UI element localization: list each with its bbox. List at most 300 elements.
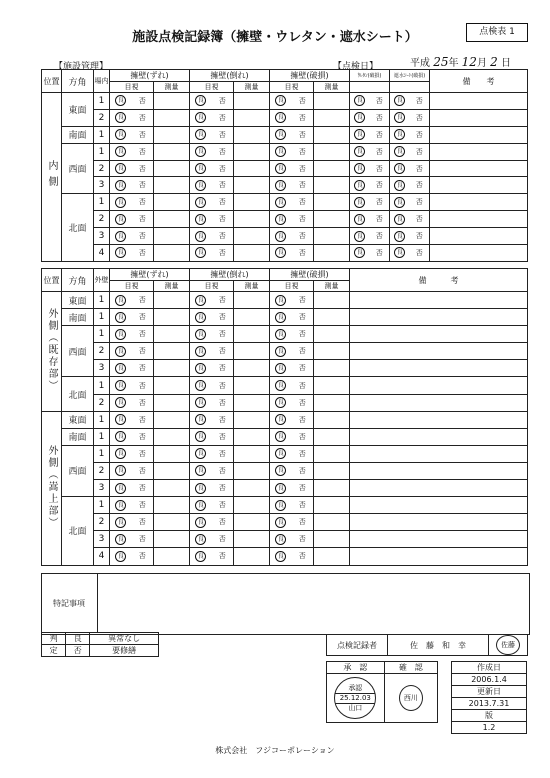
wall1-good-mark[interactable] xyxy=(110,462,132,479)
urethane-good-mark[interactable] xyxy=(350,143,370,160)
wall2-good-mark[interactable] xyxy=(190,93,212,110)
wall2-good-mark[interactable] xyxy=(190,126,212,143)
urethane-good-mark[interactable] xyxy=(350,93,370,110)
urethane-bad-mark[interactable] xyxy=(370,228,390,245)
wall2-good-mark[interactable] xyxy=(190,177,212,194)
measure-cell[interactable] xyxy=(154,143,190,160)
measure-cell[interactable] xyxy=(234,309,270,326)
wall3-good-mark[interactable] xyxy=(270,360,292,377)
wall2-bad-mark[interactable] xyxy=(212,143,234,160)
wall3-bad-mark[interactable] xyxy=(292,109,314,126)
wall3-good-mark[interactable] xyxy=(270,211,292,228)
wall3-good-mark[interactable] xyxy=(270,394,292,411)
wall2-good-mark[interactable] xyxy=(190,445,212,462)
wall3-bad-mark[interactable] xyxy=(292,228,314,245)
sheet-bad-mark[interactable] xyxy=(410,194,430,211)
sheet-bad-mark[interactable] xyxy=(410,109,430,126)
wall1-bad-mark[interactable] xyxy=(132,160,154,177)
remarks-cell[interactable] xyxy=(350,292,528,309)
wall3-good-mark[interactable] xyxy=(270,245,292,262)
wall1-good-mark[interactable] xyxy=(110,194,132,211)
measure-cell[interactable] xyxy=(154,497,190,514)
measure-cell[interactable] xyxy=(234,428,270,445)
measure-cell[interactable] xyxy=(314,126,350,143)
measure-cell[interactable] xyxy=(154,228,190,245)
wall2-bad-mark[interactable] xyxy=(212,445,234,462)
urethane-good-mark[interactable] xyxy=(350,211,370,228)
measure-cell[interactable] xyxy=(314,177,350,194)
wall1-bad-mark[interactable] xyxy=(132,126,154,143)
remarks-cell[interactable] xyxy=(350,428,528,445)
measure-cell[interactable] xyxy=(234,377,270,394)
remarks-cell[interactable] xyxy=(350,531,528,548)
measure-cell[interactable] xyxy=(314,160,350,177)
measure-cell[interactable] xyxy=(154,343,190,360)
wall3-bad-mark[interactable] xyxy=(292,245,314,262)
wall1-bad-mark[interactable] xyxy=(132,228,154,245)
wall1-bad-mark[interactable] xyxy=(132,377,154,394)
measure-cell[interactable] xyxy=(314,143,350,160)
wall3-bad-mark[interactable] xyxy=(292,445,314,462)
wall2-good-mark[interactable] xyxy=(190,326,212,343)
wall1-bad-mark[interactable] xyxy=(132,394,154,411)
wall2-good-mark[interactable] xyxy=(190,497,212,514)
wall3-bad-mark[interactable] xyxy=(292,309,314,326)
wall1-bad-mark[interactable] xyxy=(132,143,154,160)
urethane-good-mark[interactable] xyxy=(350,228,370,245)
sheet-bad-mark[interactable] xyxy=(410,126,430,143)
wall2-bad-mark[interactable] xyxy=(212,93,234,110)
measure-cell[interactable] xyxy=(234,343,270,360)
measure-cell[interactable] xyxy=(154,428,190,445)
measure-cell[interactable] xyxy=(234,93,270,110)
measure-cell[interactable] xyxy=(154,445,190,462)
wall1-good-mark[interactable] xyxy=(110,292,132,309)
wall1-good-mark[interactable] xyxy=(110,531,132,548)
remarks-cell[interactable] xyxy=(350,480,528,497)
measure-cell[interactable] xyxy=(314,292,350,309)
wall1-good-mark[interactable] xyxy=(110,548,132,565)
wall2-good-mark[interactable] xyxy=(190,343,212,360)
measure-cell[interactable] xyxy=(154,548,190,565)
wall1-bad-mark[interactable] xyxy=(132,514,154,531)
measure-cell[interactable] xyxy=(314,360,350,377)
wall1-bad-mark[interactable] xyxy=(132,480,154,497)
wall3-bad-mark[interactable] xyxy=(292,160,314,177)
wall3-good-mark[interactable] xyxy=(270,377,292,394)
measure-cell[interactable] xyxy=(154,411,190,428)
special-notes-box[interactable] xyxy=(41,573,530,635)
remarks-cell[interactable] xyxy=(430,245,528,262)
urethane-good-mark[interactable] xyxy=(350,160,370,177)
wall2-good-mark[interactable] xyxy=(190,377,212,394)
urethane-bad-mark[interactable] xyxy=(370,126,390,143)
remarks-cell[interactable] xyxy=(430,143,528,160)
wall2-bad-mark[interactable] xyxy=(212,360,234,377)
wall1-good-mark[interactable] xyxy=(110,377,132,394)
wall2-bad-mark[interactable] xyxy=(212,211,234,228)
wall1-good-mark[interactable] xyxy=(110,177,132,194)
sheet-good-mark[interactable] xyxy=(390,109,410,126)
urethane-bad-mark[interactable] xyxy=(370,143,390,160)
measure-cell[interactable] xyxy=(314,445,350,462)
measure-cell[interactable] xyxy=(154,194,190,211)
measure-cell[interactable] xyxy=(234,160,270,177)
measure-cell[interactable] xyxy=(154,126,190,143)
sheet-bad-mark[interactable] xyxy=(410,160,430,177)
sheet-good-mark[interactable] xyxy=(390,245,410,262)
remarks-cell[interactable] xyxy=(350,394,528,411)
wall3-good-mark[interactable] xyxy=(270,514,292,531)
wall3-good-mark[interactable] xyxy=(270,126,292,143)
wall1-good-mark[interactable] xyxy=(110,480,132,497)
wall2-good-mark[interactable] xyxy=(190,514,212,531)
urethane-good-mark[interactable] xyxy=(350,126,370,143)
wall3-good-mark[interactable] xyxy=(270,93,292,110)
wall1-good-mark[interactable] xyxy=(110,343,132,360)
wall2-bad-mark[interactable] xyxy=(212,309,234,326)
measure-cell[interactable] xyxy=(154,514,190,531)
wall1-bad-mark[interactable] xyxy=(132,109,154,126)
wall1-bad-mark[interactable] xyxy=(132,211,154,228)
urethane-good-mark[interactable] xyxy=(350,109,370,126)
wall1-bad-mark[interactable] xyxy=(132,462,154,479)
wall1-bad-mark[interactable] xyxy=(132,194,154,211)
urethane-bad-mark[interactable] xyxy=(370,211,390,228)
measure-cell[interactable] xyxy=(314,394,350,411)
wall2-good-mark[interactable] xyxy=(190,292,212,309)
wall3-good-mark[interactable] xyxy=(270,194,292,211)
wall2-good-mark[interactable] xyxy=(190,245,212,262)
urethane-bad-mark[interactable] xyxy=(370,93,390,110)
wall1-good-mark[interactable] xyxy=(110,309,132,326)
wall1-bad-mark[interactable] xyxy=(132,326,154,343)
sheet-bad-mark[interactable] xyxy=(410,228,430,245)
wall2-good-mark[interactable] xyxy=(190,462,212,479)
wall1-good-mark[interactable] xyxy=(110,160,132,177)
urethane-bad-mark[interactable] xyxy=(370,194,390,211)
measure-cell[interactable] xyxy=(154,93,190,110)
sheet-good-mark[interactable] xyxy=(390,211,410,228)
measure-cell[interactable] xyxy=(154,309,190,326)
wall2-good-mark[interactable] xyxy=(190,394,212,411)
wall3-bad-mark[interactable] xyxy=(292,343,314,360)
wall3-bad-mark[interactable] xyxy=(292,497,314,514)
wall2-good-mark[interactable] xyxy=(190,211,212,228)
wall2-good-mark[interactable] xyxy=(190,160,212,177)
wall2-bad-mark[interactable] xyxy=(212,160,234,177)
wall3-good-mark[interactable] xyxy=(270,480,292,497)
remarks-cell[interactable] xyxy=(430,109,528,126)
wall3-bad-mark[interactable] xyxy=(292,360,314,377)
wall1-good-mark[interactable] xyxy=(110,497,132,514)
wall3-bad-mark[interactable] xyxy=(292,377,314,394)
wall2-bad-mark[interactable] xyxy=(212,194,234,211)
wall2-good-mark[interactable] xyxy=(190,548,212,565)
measure-cell[interactable] xyxy=(314,497,350,514)
urethane-bad-mark[interactable] xyxy=(370,109,390,126)
measure-cell[interactable] xyxy=(314,245,350,262)
measure-cell[interactable] xyxy=(234,292,270,309)
wall1-bad-mark[interactable] xyxy=(132,343,154,360)
measure-cell[interactable] xyxy=(154,160,190,177)
wall2-good-mark[interactable] xyxy=(190,228,212,245)
wall2-bad-mark[interactable] xyxy=(212,531,234,548)
measure-cell[interactable] xyxy=(234,326,270,343)
measure-cell[interactable] xyxy=(154,177,190,194)
wall3-bad-mark[interactable] xyxy=(292,93,314,110)
measure-cell[interactable] xyxy=(314,514,350,531)
wall1-good-mark[interactable] xyxy=(110,93,132,110)
wall1-good-mark[interactable] xyxy=(110,514,132,531)
measure-cell[interactable] xyxy=(314,428,350,445)
wall2-bad-mark[interactable] xyxy=(212,514,234,531)
wall2-good-mark[interactable] xyxy=(190,309,212,326)
wall3-bad-mark[interactable] xyxy=(292,394,314,411)
remarks-cell[interactable] xyxy=(350,326,528,343)
measure-cell[interactable] xyxy=(314,531,350,548)
measure-cell[interactable] xyxy=(234,360,270,377)
wall1-good-mark[interactable] xyxy=(110,109,132,126)
remarks-cell[interactable] xyxy=(350,411,528,428)
measure-cell[interactable] xyxy=(154,211,190,228)
sheet-bad-mark[interactable] xyxy=(410,93,430,110)
sheet-bad-mark[interactable] xyxy=(410,177,430,194)
wall3-bad-mark[interactable] xyxy=(292,428,314,445)
measure-cell[interactable] xyxy=(314,211,350,228)
measure-cell[interactable] xyxy=(154,462,190,479)
measure-cell[interactable] xyxy=(234,445,270,462)
wall3-good-mark[interactable] xyxy=(270,109,292,126)
measure-cell[interactable] xyxy=(154,377,190,394)
wall3-good-mark[interactable] xyxy=(270,548,292,565)
wall1-bad-mark[interactable] xyxy=(132,292,154,309)
wall3-bad-mark[interactable] xyxy=(292,326,314,343)
wall3-bad-mark[interactable] xyxy=(292,126,314,143)
wall3-good-mark[interactable] xyxy=(270,177,292,194)
wall1-good-mark[interactable] xyxy=(110,411,132,428)
wall1-bad-mark[interactable] xyxy=(132,245,154,262)
wall3-good-mark[interactable] xyxy=(270,531,292,548)
remarks-cell[interactable] xyxy=(430,194,528,211)
measure-cell[interactable] xyxy=(314,326,350,343)
wall1-good-mark[interactable] xyxy=(110,143,132,160)
measure-cell[interactable] xyxy=(234,531,270,548)
measure-cell[interactable] xyxy=(154,292,190,309)
measure-cell[interactable] xyxy=(234,126,270,143)
measure-cell[interactable] xyxy=(234,228,270,245)
wall3-good-mark[interactable] xyxy=(270,309,292,326)
measure-cell[interactable] xyxy=(234,143,270,160)
measure-cell[interactable] xyxy=(154,394,190,411)
wall1-bad-mark[interactable] xyxy=(132,93,154,110)
wall2-good-mark[interactable] xyxy=(190,143,212,160)
remarks-cell[interactable] xyxy=(350,343,528,360)
wall2-good-mark[interactable] xyxy=(190,109,212,126)
sheet-bad-mark[interactable] xyxy=(410,211,430,228)
wall3-bad-mark[interactable] xyxy=(292,411,314,428)
wall1-bad-mark[interactable] xyxy=(132,360,154,377)
wall1-good-mark[interactable] xyxy=(110,428,132,445)
wall2-bad-mark[interactable] xyxy=(212,177,234,194)
wall3-bad-mark[interactable] xyxy=(292,292,314,309)
wall2-bad-mark[interactable] xyxy=(212,462,234,479)
wall2-bad-mark[interactable] xyxy=(212,245,234,262)
measure-cell[interactable] xyxy=(234,211,270,228)
wall3-bad-mark[interactable] xyxy=(292,211,314,228)
wall2-bad-mark[interactable] xyxy=(212,411,234,428)
measure-cell[interactable] xyxy=(314,462,350,479)
remarks-cell[interactable] xyxy=(350,377,528,394)
measure-cell[interactable] xyxy=(314,194,350,211)
measure-cell[interactable] xyxy=(314,548,350,565)
wall1-good-mark[interactable] xyxy=(110,445,132,462)
wall3-good-mark[interactable] xyxy=(270,228,292,245)
measure-cell[interactable] xyxy=(234,462,270,479)
wall2-bad-mark[interactable] xyxy=(212,548,234,565)
remarks-cell[interactable] xyxy=(350,514,528,531)
sheet-good-mark[interactable] xyxy=(390,177,410,194)
wall2-bad-mark[interactable] xyxy=(212,343,234,360)
measure-cell[interactable] xyxy=(234,177,270,194)
wall1-bad-mark[interactable] xyxy=(132,411,154,428)
wall1-bad-mark[interactable] xyxy=(132,428,154,445)
wall1-bad-mark[interactable] xyxy=(132,531,154,548)
remarks-cell[interactable] xyxy=(430,211,528,228)
measure-cell[interactable] xyxy=(234,497,270,514)
measure-cell[interactable] xyxy=(154,531,190,548)
wall1-good-mark[interactable] xyxy=(110,126,132,143)
wall2-bad-mark[interactable] xyxy=(212,126,234,143)
wall2-bad-mark[interactable] xyxy=(212,228,234,245)
sheet-good-mark[interactable] xyxy=(390,228,410,245)
wall3-bad-mark[interactable] xyxy=(292,514,314,531)
wall3-good-mark[interactable] xyxy=(270,143,292,160)
urethane-good-mark[interactable] xyxy=(350,177,370,194)
wall1-bad-mark[interactable] xyxy=(132,548,154,565)
remarks-cell[interactable] xyxy=(430,93,528,110)
wall3-good-mark[interactable] xyxy=(270,428,292,445)
wall2-bad-mark[interactable] xyxy=(212,480,234,497)
measure-cell[interactable] xyxy=(154,480,190,497)
wall2-good-mark[interactable] xyxy=(190,531,212,548)
wall1-good-mark[interactable] xyxy=(110,326,132,343)
wall1-bad-mark[interactable] xyxy=(132,177,154,194)
sheet-good-mark[interactable] xyxy=(390,160,410,177)
measure-cell[interactable] xyxy=(234,394,270,411)
wall2-bad-mark[interactable] xyxy=(212,377,234,394)
measure-cell[interactable] xyxy=(314,343,350,360)
wall2-good-mark[interactable] xyxy=(190,360,212,377)
measure-cell[interactable] xyxy=(234,514,270,531)
remarks-cell[interactable] xyxy=(350,360,528,377)
remarks-cell[interactable] xyxy=(350,309,528,326)
wall3-good-mark[interactable] xyxy=(270,343,292,360)
measure-cell[interactable] xyxy=(154,109,190,126)
measure-cell[interactable] xyxy=(154,245,190,262)
wall2-bad-mark[interactable] xyxy=(212,292,234,309)
remarks-cell[interactable] xyxy=(430,228,528,245)
remarks-cell[interactable] xyxy=(350,497,528,514)
wall3-bad-mark[interactable] xyxy=(292,194,314,211)
measure-cell[interactable] xyxy=(314,109,350,126)
sheet-bad-mark[interactable] xyxy=(410,143,430,160)
wall3-bad-mark[interactable] xyxy=(292,177,314,194)
wall3-good-mark[interactable] xyxy=(270,160,292,177)
remarks-cell[interactable] xyxy=(430,177,528,194)
urethane-good-mark[interactable] xyxy=(350,245,370,262)
wall1-good-mark[interactable] xyxy=(110,360,132,377)
measure-cell[interactable] xyxy=(234,109,270,126)
wall2-bad-mark[interactable] xyxy=(212,428,234,445)
wall2-good-mark[interactable] xyxy=(190,411,212,428)
measure-cell[interactable] xyxy=(234,245,270,262)
remarks-cell[interactable] xyxy=(350,548,528,565)
wall2-bad-mark[interactable] xyxy=(212,326,234,343)
measure-cell[interactable] xyxy=(234,480,270,497)
urethane-good-mark[interactable] xyxy=(350,194,370,211)
wall1-good-mark[interactable] xyxy=(110,211,132,228)
wall3-good-mark[interactable] xyxy=(270,462,292,479)
measure-cell[interactable] xyxy=(154,360,190,377)
remarks-cell[interactable] xyxy=(430,126,528,143)
wall1-good-mark[interactable] xyxy=(110,245,132,262)
wall2-bad-mark[interactable] xyxy=(212,109,234,126)
measure-cell[interactable] xyxy=(314,377,350,394)
measure-cell[interactable] xyxy=(234,548,270,565)
measure-cell[interactable] xyxy=(234,194,270,211)
sheet-good-mark[interactable] xyxy=(390,126,410,143)
wall2-good-mark[interactable] xyxy=(190,194,212,211)
urethane-bad-mark[interactable] xyxy=(370,245,390,262)
measure-cell[interactable] xyxy=(154,326,190,343)
wall3-good-mark[interactable] xyxy=(270,292,292,309)
measure-cell[interactable] xyxy=(314,228,350,245)
urethane-bad-mark[interactable] xyxy=(370,177,390,194)
wall3-bad-mark[interactable] xyxy=(292,143,314,160)
measure-cell[interactable] xyxy=(234,411,270,428)
wall2-bad-mark[interactable] xyxy=(212,497,234,514)
measure-cell[interactable] xyxy=(314,411,350,428)
urethane-bad-mark[interactable] xyxy=(370,160,390,177)
wall1-good-mark[interactable] xyxy=(110,228,132,245)
wall1-bad-mark[interactable] xyxy=(132,309,154,326)
wall3-bad-mark[interactable] xyxy=(292,548,314,565)
wall1-good-mark[interactable] xyxy=(110,394,132,411)
wall1-bad-mark[interactable] xyxy=(132,445,154,462)
wall3-bad-mark[interactable] xyxy=(292,462,314,479)
wall3-good-mark[interactable] xyxy=(270,445,292,462)
wall3-bad-mark[interactable] xyxy=(292,531,314,548)
sheet-bad-mark[interactable] xyxy=(410,245,430,262)
remarks-cell[interactable] xyxy=(350,462,528,479)
wall3-good-mark[interactable] xyxy=(270,497,292,514)
wall2-good-mark[interactable] xyxy=(190,480,212,497)
measure-cell[interactable] xyxy=(314,309,350,326)
sheet-good-mark[interactable] xyxy=(390,194,410,211)
measure-cell[interactable] xyxy=(314,93,350,110)
measure-cell[interactable] xyxy=(314,480,350,497)
sheet-good-mark[interactable] xyxy=(390,143,410,160)
wall3-good-mark[interactable] xyxy=(270,411,292,428)
remarks-cell[interactable] xyxy=(350,445,528,462)
wall2-good-mark[interactable] xyxy=(190,428,212,445)
wall3-bad-mark[interactable] xyxy=(292,480,314,497)
sheet-good-mark[interactable] xyxy=(390,93,410,110)
wall2-bad-mark[interactable] xyxy=(212,394,234,411)
remarks-cell[interactable] xyxy=(430,160,528,177)
wall1-bad-mark[interactable] xyxy=(132,497,154,514)
